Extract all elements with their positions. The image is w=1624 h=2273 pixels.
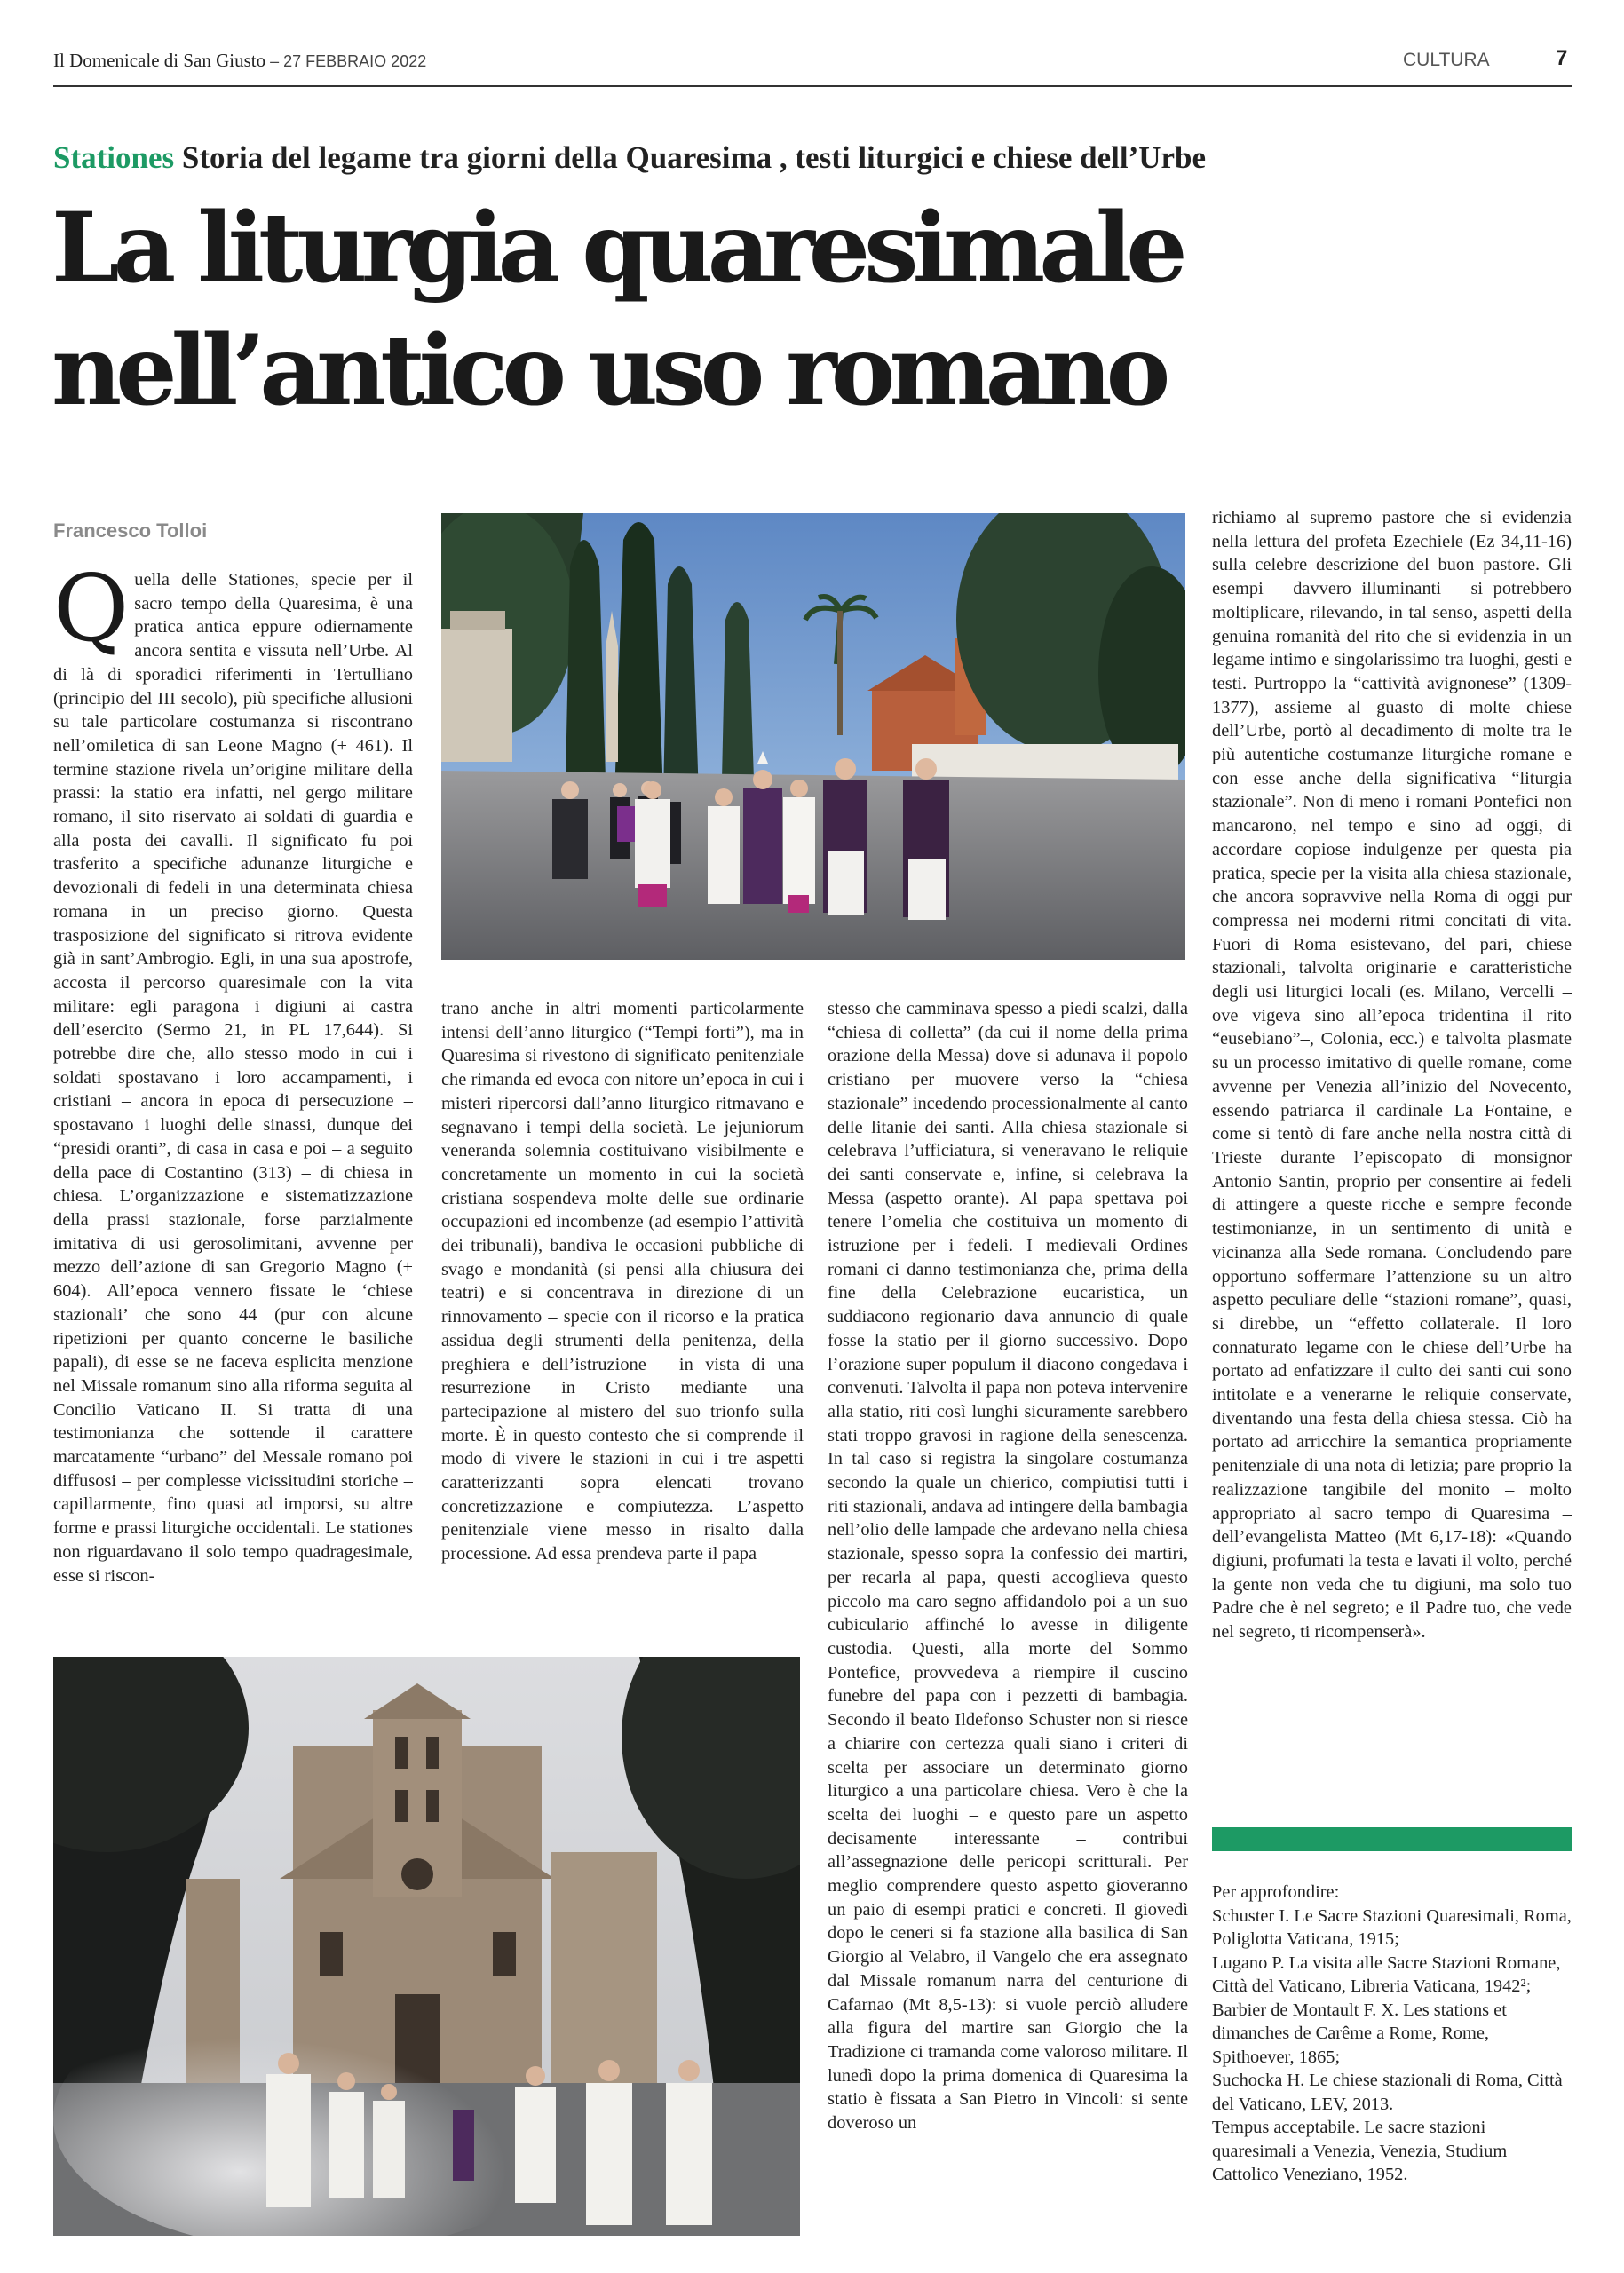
article-text-column-2: trano anche in altri momenti particolarmente intensi dell’anno liturgico (“Tempi forti”), ma in Quaresima si rivestono di significato penitenziale che rimanda ed evoca con nitore un’epoca in cui i misteri ripercorsi dall’anno liturgico ritmavano e segnavano i tempi della società. Le jejuniorum veneranda solemnia costituivano visibilmente e concretamente un momento in cui la società cristiana sospendeva molte delle sue ordinarie occupazioni ed incombenze (ad esempio l’attività dei tribunali), bandiva le occasioni pubbliche di svago e mondanità (si pensi alla chiusura dei teatri) e si concentrava in direzione di un rinnovamento – specie con il ricorso e la pratica assidua degli strumenti della penitenza, della preghiera e dell’istruzione – in vista di una resurrezione in Cristo mediante una partecipazione al mistero del suo trionfo sulla morte. È in questo contesto che si comprende il modo di vivere le stazioni in cui i tre aspetti caratterizzanti sopra elencati trovano concretizzazione e compiutezza. L’aspetto penitenziale viene messo in risalto dalla processione. Ad essa prendeva parte il papa	[441, 999, 804, 1564]
author-byline: Francesco Tolloi	[53, 519, 208, 542]
article-text-column-3: stesso che camminava spesso a piedi scalzi, dalla “chiesa di colletta” (da cui il nome della prima orazione della Messa) dove si adunava il popolo cristiano per muovere verso la “chiesa stazionale” incedendo processionalmente al canto delle litanie dei santi. Alla chiesa stazionale si celebrava l’ufficiatura, si veneravano le reliquie dei santi conservate e, infine, si celebrava la Messa (aspetto orante). Al papa spettava poi tenere l’omelia che costituiva un momento di istruzione per i fedeli. I medievali Ordines romani ci danno testimonianza che, prima della fine della Celebrazione eucaristica, un suddiacono regionario dava annuncio di quale fosse la statio per il giorno successivo. Dopo l’orazione super populum il diacono congedava i convenuti. Talvolta il papa non poteva intervenire alla statio, riti così lunghi sicuramente sarebbero stati troppo gravosi in ragione della senescenza. In tal caso si registra la singolare costumanza secondo la quale un chierico, compiutisi tutti i riti stazionali, andava ad intingere della bambagia nell’olio delle lampade che ardevano nella chiesa stazionale, spesso sopra la confessio dei martiri, per recarla al papa, questi accoglieva questo piccolo ma caro segno affidandolo poi a un suo cubiculario affinché lo avesse in diligente custodia. Questi, alla morte del Sommo Pontefice, provvedeva a riempire il cuscino funebre del papa con i pezzetti di bambagia. Secondo il beato Ildefonso Schuster non si riesce a chiarire con certezza quali siano i criteri di scelta per associare un determinato giorno liturgico a una particolare chiesa. Vero è che la scelta dei luoghi – e questo pare un aspetto decisamente interessante – contribui all’assegnazione delle pericopi scritturali. Per meglio comprendere questo aspetto gioveranno un paio di esempi pratici e concreti. Il giovedì dopo le ceneri si fa stazione alla basilica di San Giorgio al Velabro, il Vangelo che era assegnato dal Missale romanum narra del centurione di Cafarnao (Mt 8,5-13): si vuole perciò alludere alla figura del martire san Giorgio che la Tradizione ci tramanda come valoroso militare. Il lunedì dopo la prima domenica di Quaresima la statio è fissata a San Pietro in Vincoli: si sente doveroso un	[828, 999, 1188, 2134]
header-dash: –	[265, 52, 284, 70]
headline-line-1: La liturgia quaresimale	[51, 191, 1182, 305]
bibliography-entry: Schuster I. Le Sacre Stazioni Quaresimali, Roma, Poliglotta Vaticana, 1915;	[1212, 1905, 1572, 1949]
headline-line-2: nell’antico uso romano	[51, 313, 1165, 427]
bibliography-heading: Per approfondire:	[1212, 1882, 1340, 1902]
photo-church-procession-with-incense	[53, 1657, 800, 2236]
article-text-column-1: uella delle Stationes, specie per il sacro tempo della Quaresima, è una pratica antica eppure odiernamente ancora sentita e vissuta nell’Urbe. Al di là di sporadici riferimenti in Tertulliano (principio del III secolo), più specifiche allusioni su tale particolare costumanza si riscontrano nell’omiletica di san Leone Magno (+ 461). Il termine stazione rivela un’origine militare della prassi: la statio era infatti, nel gergo militare romano, il sito riservato ai soldati di guardia e alla posta dei cavalli. Il significato fu poi trasferito a specifiche adunanze liturgiche e devozionali di fedeli in una determinata chiesa romana in un preciso giorno. Questa trasposizione del significato si ritrova evidente già in sant’Ambrogio. Egli, in una sua apostrofe, accosta il percorso quaresimale con la vita militare: egli paragona i digiuni ai castra dell’esercito (Sermo 21, in PL 17,644). Si potrebbe dire che, allo stesso modo in cui i soldati spostavano i loro accampamenti, i cristiani – ancora in epoca di persecuzione – spostavano i luoghi delle sinassi, dunque dei “presidi oranti”, di casa in casa e poi – a seguito della pace di Costantino (313) – di chiesa in chiesa. L’organizzazione e sistematizzazione della prassi stazionale, forse parzialmente imitativa di usi gerosolimitani, avvenne per mezzo dell’azione di san Gregorio Magno (+ 604). All’epoca vennero fissate le ‘chiese stazionali’ che sono 44 (pur con alcune ripetizioni per quanto concerne le basiliche papali), di esse se ne faceva esplicita menzione nel Missale romanum sino alla riforma seguita al Concilio Vaticano II. Si tratta di una testimonianza che sottende il carattere marcatamente “urbano” del Messale romano poi diffusosi – per complesse vicissitudini storiche – capillarmente, fino quasi ad imporsi, su altre forme e prassi liturgiche occidentali. Le stationes non riguardavano il solo tempo quadragesimale, esse si riscon-	[53, 570, 413, 1586]
page-number: 7	[1556, 46, 1568, 70]
bibliography-entry: Barbier de Montault F. X. Les stations et dimanches de Carême a Rome, Rome, Spithoever, 1865;	[1212, 2000, 1507, 2067]
bibliography-entry: Suchocka H. Le chiese stazionali di Roma, Città del Vaticano, LEV, 2013.	[1212, 2071, 1563, 2114]
drop-cap: Q	[53, 568, 130, 662]
article-column-4	[1212, 506, 1572, 1776]
section-name: CULTURA	[1403, 50, 1490, 70]
sidebar-accent-bar	[1212, 1827, 1572, 1851]
bibliography	[1212, 1881, 1572, 2187]
kicker-tag: Stationes	[53, 140, 175, 175]
kicker-text: Storia del legame tra giorni della Quaresima , testi liturgici e chiese dell’Urbe	[174, 140, 1207, 175]
kicker	[53, 140, 1563, 176]
header-divider	[53, 85, 1572, 87]
article-column-3	[828, 997, 1188, 2236]
bibliography-entry: Lugano P. La visita alle Sacre Stazioni Romane, Città del Vaticano, Libreria Vaticana, 1942²;	[1212, 1952, 1561, 1996]
article-column-1	[53, 568, 413, 1625]
photo-church-graphic	[53, 1657, 800, 2236]
article-column-2	[441, 997, 804, 1626]
publication-name: Il Domenicale di San Giusto	[53, 50, 266, 71]
headline	[51, 186, 1596, 432]
photo-procession-with-cardinals	[441, 513, 1185, 960]
header-publication-line	[53, 50, 426, 72]
photo-procession-graphic	[441, 513, 1185, 960]
bibliography-entry: Tempus acceptabile. Le sacre stazioni quaresimali a Venezia, Venezia, Studium Cattolico Veneziano, 1952.	[1212, 2118, 1508, 2184]
issue-date: 27 FEBBRAIO 2022	[283, 52, 427, 70]
article-text-column-4: richiamo al supremo pastore che si evidenzia nella lettura del profeta Ezechiele (Ez 34,11-16) sulla celebre descrizione del buon pastore. Gli esempi – davvero illuminanti – si potrebbero moltiplicare, rilevando, in tal senso, aspetti della genuina romanità del rito che si evidenzia in un legame intimo e singolarissimo tra luoghi, gesti e testi. Purtroppo la “cattività avignonese” (1309-1377), assieme al guasto di molte chiese dell’Urbe, portò al decadimento di molte tra le più autentiche costumanze liturgiche romane e con esse anche della significativa “liturgia stazionale”. Non di meno i romani Pontefici non mancarono, nel tempo e sino ad oggi, di accordare copiose indulgenze per questa pia pratica, specie per la visita alla chiesa stazionale, che ancora sopravvive nella Roma di oggi pur compressa nei moderni ritmi concitati di vita. Fuori di Roma esistevano, del pari, chiese stazionali, talvolta originarie e caratteristiche degli usi liturgici locali (es. Milano, Vercelli – ove vigeva sino all’epoca tridentina il rito “eusebiano”–, Colonia, ecc.) e talvolta plasmate su un processo imitativo di quelle romane, come avvenne per Venezia all’inizio del Novecento, essendo patriarca il cardinale La Fontaine, e come si tentò di fare anche nella nostra città di Trieste durante l’episcopato di monsignor Antonio Santin, proprio per consentire ai fedeli di attingere a queste ricche e sempre feconde testimonianze, in un sentimento di unità e vicinanza alla Sede romana. Concludendo pare opportuno soffermare l’attenzione su un altro aspetto peculiare delle “stazioni romane”, quasi, si direbbe, un “effetto collaterale. Il loro connaturato legame con le chiese dell’Urbe ha portato ad enfatizzare il culto dei santi cui sono intitolate e a venerarne le reliquie conservate, diventando una festa della chiesa stessa. Ciò ha portato ad arricchire la semantica propriamente penitenziale di una nota di letizia; pare proprio la realizzazione tangibile del monito – molto appropriato al sacro tempo di Quaresima – dell’evangelista Matteo (Mt 6,17-18): «Quando digiuni, profumati la testa e lavati il volto, perché la gente non veda che tu digiuni, ma solo tuo Padre che è nel segreto; e il Padre tuo, che vede nel segreto, ti ricompenserà».	[1212, 508, 1572, 1643]
